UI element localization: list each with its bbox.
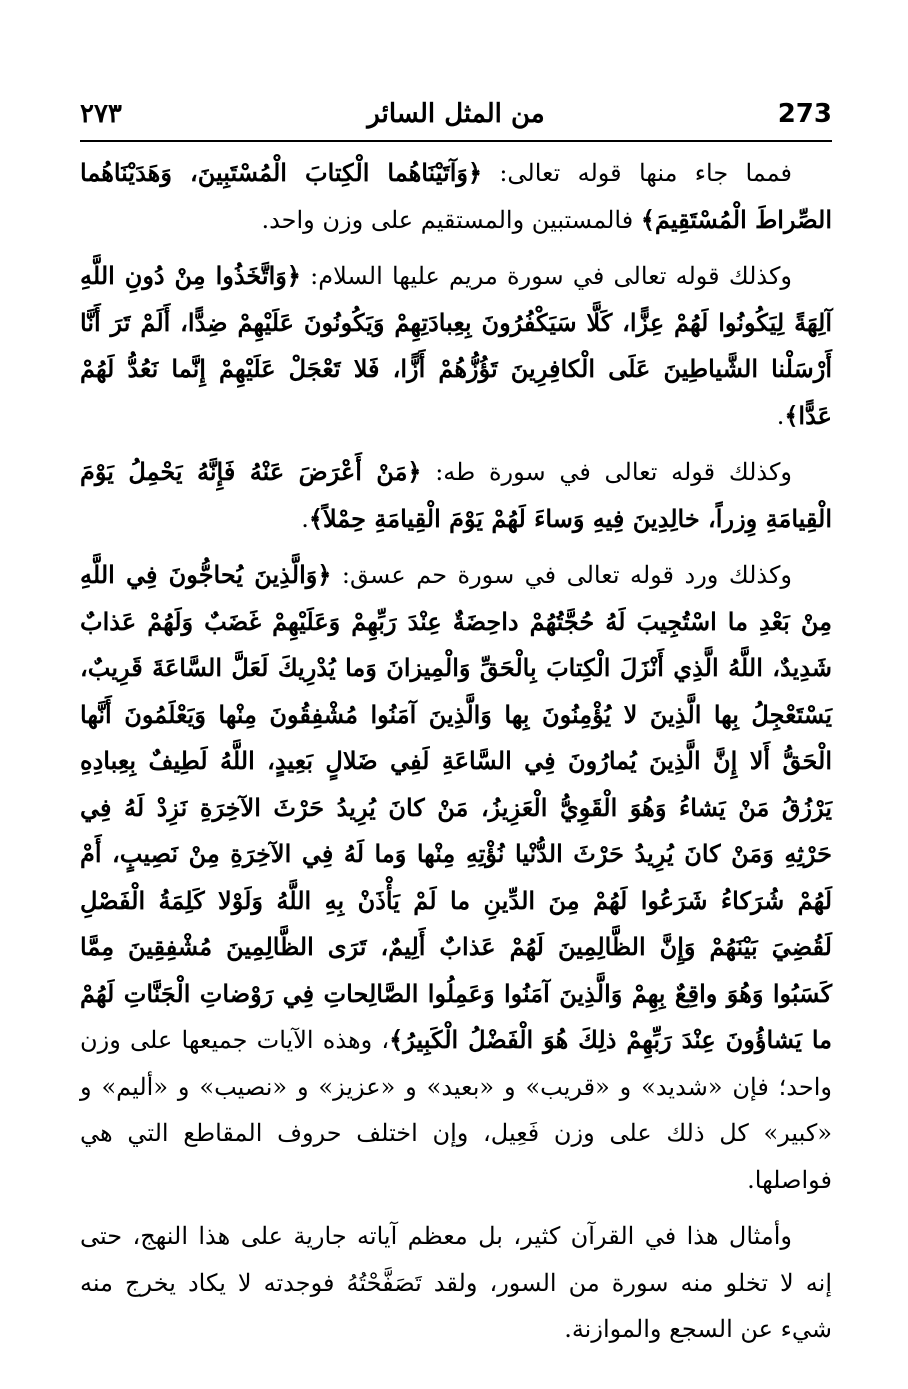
page-number-arabic: ٢٧٣ xyxy=(80,99,122,129)
quran-verse: ﴿وَاتَّخَذُوا مِنْ دُونِ اللَّهِ آلِهَةً لِيَكُونُوا لَهُمْ عِزًّا، كَلَّا سَيَكْفُرُونَ بِعِبادَتِهِمْ وَيَكُونُونَ عَلَيْهِمْ ضِدًّا، أَلَمْ تَرَ أَنَّا أَرْسَلْنا الشَّياطِينَ عَلَى الْكافِرِينَ تَؤُزُّهُمْ أَزًّا، فَلا تَعْجَلْ عَلَيْهِمْ إِنَّما نَعُدُّ لَهُمْ عَدًّا﴾ xyxy=(80,261,832,430)
paragraph-intro: وكذلك قوله تعالى في سورة مريم عليها السلام: xyxy=(310,262,792,290)
paragraph-outro: . xyxy=(776,401,785,430)
paragraph-outro: فالمستبين والمستقيم على وزن واحد. xyxy=(261,205,641,234)
header-rule xyxy=(80,140,832,142)
paragraph-intro: وكذلك ورد قوله تعالى في سورة حم عسق: xyxy=(341,561,793,589)
paragraph-intro: وأمثال هذا في القرآن كثير، بل معظم آياته جارية على هذا النهج، حتى إنه لا تخلو منه سورة من السور، ولقد تَصَفَّحْتُهُ فوجدته لا يكاد يخرج منه شيء عن السجع والموازنة. xyxy=(80,1222,832,1343)
page-number-latin: 273 xyxy=(777,99,832,129)
quran-verse: ﴿وَالَّذِينَ يُحاجُّونَ فِي اللَّهِ مِنْ بَعْدِ ما اسْتُجِيبَ لَهُ حُجَّتُهُمْ داحِضَةٌ عِنْدَ رَبِّهِمْ وَعَلَيْهِمْ غَضَبٌ وَلَهُمْ عَذابٌ شَدِيدٌ، اللَّهُ الَّذِي أَنْزَلَ الْكِتابَ بِالْحَقِّ وَالْمِيزانَ وَما يُدْرِيكَ لَعَلَّ السَّاعَةَ قَرِيبٌ، يَسْتَعْجِلُ بِها الَّذِينَ لا يُؤْمِنُونَ بِها وَالَّذِينَ آمَنُوا مُشْفِقُونَ مِنْها وَيَعْلَمُونَ أَنَّها الْحَقُّ أَلا إِنَّ الَّذِينَ يُمارُونَ فِي السَّاعَةِ لَفِي ضَلالٍ بَعِيدٍ، اللَّهُ لَطِيفٌ بِعِبادِهِ يَرْزُقُ مَنْ يَشاءُ وَهُوَ الْقَوِيُّ الْعَزِيزُ، مَنْ كانَ يُرِيدُ حَرْثَ الآخِرَةِ نَزِدْ لَهُ فِي حَرْثِهِ وَمَنْ كانَ يُرِيدُ حَرْثَ الدُّنْيا نُؤْتِهِ مِنْها وَما لَهُ فِي الآخِرَةِ مِنْ نَصِيبٍ، أَمْ لَهُمْ شُرَكاءُ شَرَعُوا لَهُمْ مِنَ الدِّينِ ما لَمْ يَأْذَنْ بِهِ اللَّهُ وَلَوْلا كَلِمَةُ الْفَصْلِ لَقُضِيَ بَيْنَهُمْ وَإِنَّ الظَّالِمِينَ لَهُمْ عَذابٌ أَلِيمٌ، تَرَى الظَّالِمِينَ مُشْفِقِينَ مِمَّا كَسَبُوا وَهُوَ واقِعٌ بِهِمْ وَالَّذِينَ آمَنُوا وَعَمِلُوا الصَّالِحاتِ فِي رَوْضاتِ الْجَنَّاتِ لَهُمْ ما يَشاؤُونَ عِنْدَ رَبِّهِمْ ذلِكَ هُوَ الْفَضْلُ الْكَبِيرُ﴾ xyxy=(80,560,833,1054)
quran-verse: ﴿وَآتَيْنَاهُما الْكِتابَ الْمُسْتَبِينَ، وَهَدَيْنَاهُما الصِّراطَ الْمُسْتَقِيمَ﴾ xyxy=(80,158,832,234)
paragraph xyxy=(80,449,832,542)
paragraph-outro: . xyxy=(301,504,309,533)
body-text xyxy=(80,150,832,1353)
paragraph-intro: فمما جاء منها قوله تعالى: xyxy=(499,159,792,187)
paragraph-intro: وكذلك قوله تعالى في سورة طه: xyxy=(435,458,792,486)
paragraph xyxy=(80,253,832,439)
quran-verse: ﴿مَنْ أَعْرَضَ عَنْهُ فَإِنَّهُ يَحْمِلُ يَوْمَ الْقِيامَةِ وِزراً، خالِدِينَ فِيهِ وَساءَ لَهُمْ يَوْمَ الْقِيامَةِ حِمْلاً﴾ xyxy=(80,457,832,533)
paragraph xyxy=(80,150,832,243)
running-title: من المثل السائر xyxy=(367,99,545,129)
paragraph-outro: ، وهذه الآيات جميعها على وزن واحد؛ فإن «شديد» و «قريب» و «بعيد» و «عزيز» و «نصيب» و «أليم» و «كبير» كل ذلك على وزن فَعِيل، وإن اختلف حروف المقاطع التي هي فواصلها. xyxy=(80,1026,832,1194)
page-header xyxy=(80,98,832,138)
paragraph xyxy=(80,1213,832,1353)
paragraph xyxy=(80,552,832,1203)
